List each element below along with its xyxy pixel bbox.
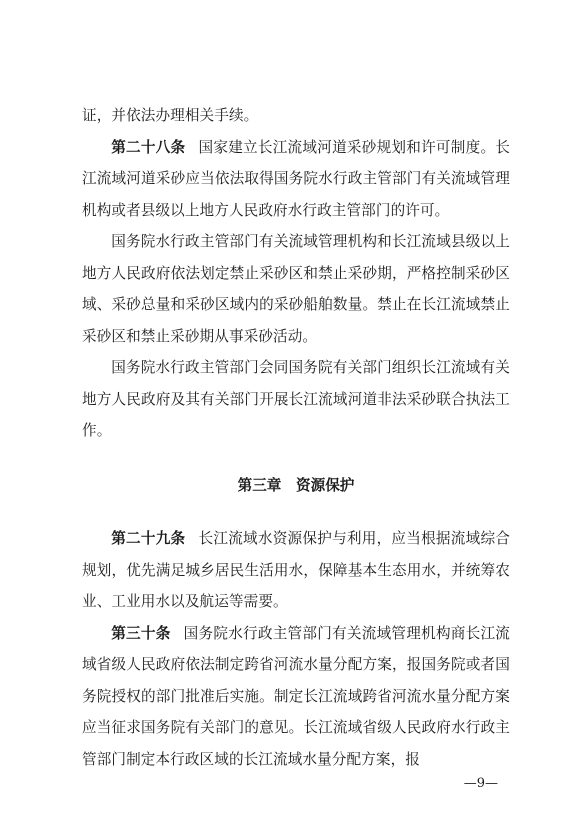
document-body	[82, 100, 510, 775]
paragraph-text: 国务院水行政主管部门有关流域管理机构和长江流域县级以上地方人民政府依法划定禁止采砂区和禁止采砂期，严格控制采砂区域、采砂总量和采砂区域内的采砂船舶数量。禁止在长江流域禁止采砂区和禁止采砂期从事采砂活动。	[82, 233, 510, 345]
article-number: 第三十条	[111, 624, 171, 642]
article-29	[82, 523, 510, 618]
article-text: 国家建立长江流域河道采砂规划和许可制度。长江流域河道采砂应当依法取得国务院水行政主管部门有关流域管理机构或者县级以上地方人民政府水行政主管部门的许可。	[82, 138, 510, 219]
paragraph	[82, 352, 510, 447]
article-text: 长江流域水资源保护与利用，应当根据流域综合规划，优先满足城乡居民生活用水，保障基本生态用水，并统筹农业、工业用水以及航运等需要。	[82, 530, 510, 610]
article-28	[82, 132, 510, 227]
article-30	[82, 618, 510, 776]
chapter-number: 第三章	[237, 476, 282, 494]
chapter-title: 资源保护	[296, 476, 355, 494]
paragraph-text: 国务院水行政主管部门会同国务院有关部门组织长江流域有关地方人民政府及其有关部门开展长江流域河道非法采砂联合执法工作。	[82, 359, 510, 439]
paragraph-continuation	[82, 100, 510, 132]
article-number: 第二十八条	[111, 138, 186, 156]
article-text: 国务院水行政主管部门有关流域管理机构商长江流域省级人民政府依法制定跨省河流水量分配方案，报国务院或者国务院授权的部门批准后实施。制定长江流域跨省河流水量分配方案应当征求国务院有关部门的意见。长江流域省级人民政府水行政主管部门制定本行政区域的长江流域水量分配方案，报	[82, 624, 510, 768]
paragraph-text: 证，并依法办理相关手续。	[82, 107, 259, 124]
chapter-heading	[82, 470, 510, 502]
page-number: —9—	[463, 776, 498, 791]
article-number: 第二十九条	[111, 530, 186, 547]
paragraph	[82, 226, 510, 352]
